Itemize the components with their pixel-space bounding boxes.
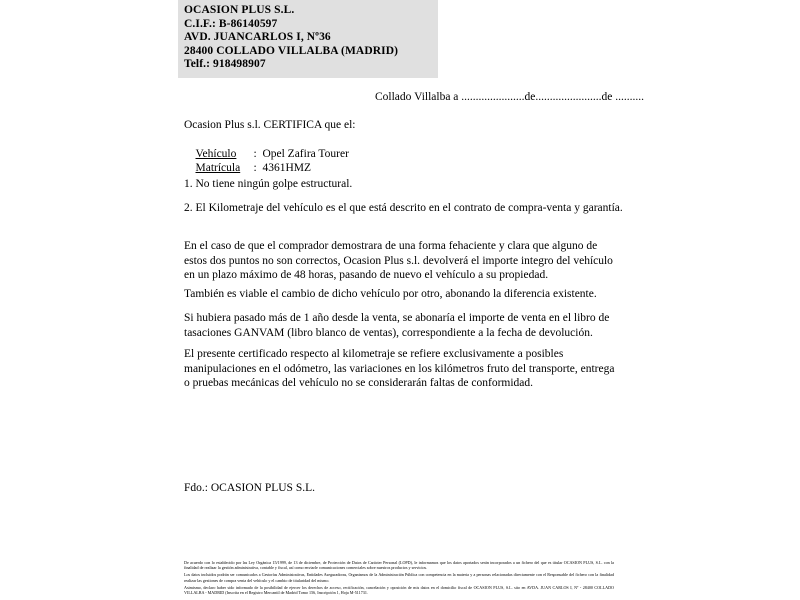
legal-line-2: Los datos incluidos podrán ser comunicados a Gestorías Administrativas, Entidades Aseguradoras, Organismos de la Administración Pública con competencia en la materia y a personas relacionadas directamente con el Responsable del fichero con la finalidad realizar las gestiones de compra venta del vehículo y el cambio de titularidad del mismo. — [184, 572, 614, 583]
certification-intro: Ocasion Plus s.l. CERTIFICA que el: — [184, 119, 356, 131]
vehicle-field-label: Vehículo — [195, 148, 237, 160]
company-phone: Telf.: 918498907 — [184, 58, 266, 70]
place-and-date-line: Collado Villalba a ......................de.......................de .......... — [375, 91, 644, 103]
certification-point-2: 2. El Kilometraje del vehículo es el que está descrito en el contrato de compra-venta y garantía. — [184, 202, 623, 214]
plate-field-value: : 4361HMZ — [253, 162, 311, 174]
body-paragraph-4: El presente certificado respecto al kilometraje se refiere exclusivamente a posibles manipulaciones en el odómetro, las variaciones en los kilómetros fruto del transporte, entrega o pruebas mecánicas del vehículo no se considerarán faltas de conformidad. — [184, 348, 615, 389]
company-cif: C.I.F.: B-86140597 — [184, 17, 278, 30]
company-name: OCASION PLUS S.L. — [184, 4, 295, 16]
company-city: 28400 COLLADO VILLALBA (MADRID) — [184, 44, 399, 57]
body-paragraph-2: También es viable el cambio de dicho vehículo por otro, abonando la diferencia existente. — [184, 288, 597, 300]
vehicle-field-value: : Opel Zafira Tourer — [253, 148, 349, 160]
body-paragraph-3: Si hubiera pasado más de 1 año desde la venta, se abonaría el importe de venta en el libro de tasaciones GANVAM (libro blanco de ventas), correspondiente a la fecha de devolución. — [184, 312, 610, 339]
signature-line: Fdo.: OCASION PLUS S.L. — [184, 482, 315, 494]
certification-point-1: 1. No tiene ningún golpe estructural. — [184, 178, 353, 190]
legal-line-3: Asimismo, declaro haber sido informado de la posibilidad de ejercer los derechos de acceso, rectificación, cancelación y oposición de mis datos en el domicilio fiscal de OCASION PLUS, S.L. sito en AVDA. JUAN CARLOS I, Nº - 28400 COLLADO VILLALBA - MADRID (Inscrita en el Registro Mercantil de Madrid Tomo 156, Inscripción 1, Hoja M-511731. — [184, 584, 614, 596]
company-address: AVD. JUANCARLOS I, Nº36 — [184, 31, 331, 43]
legal-notice — [184, 560, 614, 597]
letterhead-block — [178, 0, 438, 78]
legal-line-1: De acuerdo con lo establecido por las Ley Orgánica 15/1999, de 13 de diciembre, de Protección de Datos de Carácter Personal (LOPD), le informamos que los datos aportados serán incorporados a un fichero del que es titular OCASION PLUS, S.L. con la finalidad de realizar la gestión administrativa, contable y fiscal, así como enviarle comunicaciones comerciales sobre nuestros productos y servicios. — [184, 560, 614, 571]
body-paragraph-1: En el caso de que el comprador demostrara de una forma fehaciente y clara que alguno de estos dos puntos no son correctos, Ocasion Plus s.l. devolverá el importe integro del vehículo en un plazo máximo de 48 horas, pasando de nuevo el vehículo a su propiedad. — [184, 240, 613, 281]
plate-field-label: Matrícula — [195, 162, 241, 174]
